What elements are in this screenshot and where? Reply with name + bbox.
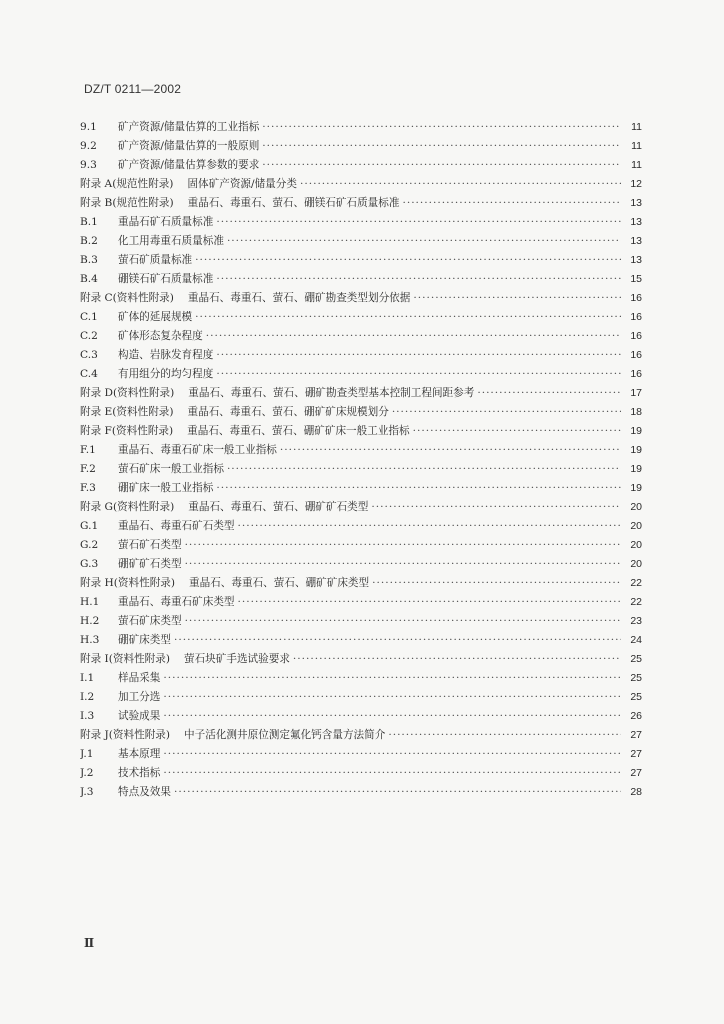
toc-appendix-entry[interactable] bbox=[80, 175, 642, 194]
toc-leader-dots bbox=[174, 783, 621, 802]
toc-entry-number: I.1 bbox=[80, 672, 95, 684]
toc-entry-number: 附录 F(资料性附录) bbox=[80, 425, 174, 437]
toc-leader-dots bbox=[163, 745, 621, 764]
toc-entry-number: C.3 bbox=[80, 349, 98, 361]
toc-entry-title: 固体矿产资源/储量分类 bbox=[187, 178, 297, 190]
toc-entry-number: 附录 J(资料性附录) bbox=[80, 729, 171, 741]
toc-entry-number: C.1 bbox=[80, 311, 98, 323]
toc-entry-number: I.3 bbox=[80, 710, 95, 722]
toc-entry-title: 矿体形态复杂程度 bbox=[118, 330, 203, 342]
toc-entry-title: 重晶石、毒重石、萤石、硼矿勘查类型划分依据 bbox=[187, 292, 411, 304]
toc-entry[interactable] bbox=[80, 232, 642, 251]
toc-entry-page: 19 bbox=[630, 425, 642, 437]
toc-entry-title: 有用组分的均匀程度 bbox=[118, 368, 214, 380]
toc-entry-title: 中子活化测井原位测定氟化钙含量方法简介 bbox=[184, 729, 386, 741]
toc-entry-page: 25 bbox=[630, 691, 642, 703]
toc-entry-title: 矿产资源/储量估算参数的要求 bbox=[118, 159, 260, 171]
toc-entry-title: 硼矿矿石类型 bbox=[118, 558, 182, 570]
toc-appendix-entry[interactable] bbox=[80, 574, 642, 593]
toc-leader-dots bbox=[300, 175, 621, 194]
toc-entry[interactable] bbox=[80, 213, 642, 232]
toc-appendix-entry[interactable] bbox=[80, 384, 642, 403]
toc-entry[interactable] bbox=[80, 593, 642, 612]
toc-leader-dots bbox=[262, 156, 621, 175]
toc-entry-title: 重晶石矿石质量标准 bbox=[118, 216, 214, 228]
toc-leader-dots bbox=[185, 612, 621, 631]
toc-entry-number: 9.3 bbox=[80, 159, 97, 171]
toc-entry-number: F.3 bbox=[80, 482, 96, 494]
toc-entry[interactable] bbox=[80, 555, 642, 574]
toc-entry-page: 16 bbox=[630, 330, 642, 342]
toc-leader-dots bbox=[163, 669, 621, 688]
toc-appendix-entry[interactable] bbox=[80, 422, 642, 441]
toc-leader-dots bbox=[216, 346, 621, 365]
toc-entry[interactable] bbox=[80, 783, 642, 802]
toc-entry-page: 17 bbox=[630, 387, 642, 399]
toc-entry[interactable] bbox=[80, 479, 642, 498]
toc-entry-page: 16 bbox=[630, 368, 642, 380]
toc-entry-title: 重晶石、毒重石、萤石、硼矿矿石类型 bbox=[188, 501, 369, 513]
toc-entry-number: F.1 bbox=[80, 444, 96, 456]
toc-entry[interactable] bbox=[80, 707, 642, 726]
toc-entry-number: B.4 bbox=[80, 273, 98, 285]
toc-entry-page: 16 bbox=[630, 349, 642, 361]
toc-entry-title: 重晶石、毒重石、萤石、硼矿勘查类型基本控制工程间距参考 bbox=[188, 387, 475, 399]
toc-entry-page: 19 bbox=[630, 482, 642, 494]
toc-entry-page: 23 bbox=[630, 615, 642, 627]
toc-entry-page: 22 bbox=[630, 596, 642, 608]
toc-entry-number: 附录 H(资料性附录) bbox=[80, 577, 176, 589]
toc-entry-number: H.2 bbox=[80, 615, 100, 627]
toc-entry-title: 特点及效果 bbox=[118, 786, 171, 798]
toc-entry-page: 27 bbox=[630, 729, 642, 741]
toc-leader-dots bbox=[477, 384, 621, 403]
toc-entry[interactable] bbox=[80, 631, 642, 650]
toc-entry-title: 重晶石、毒重石矿床类型 bbox=[118, 596, 235, 608]
toc-entry-title: 加工分选 bbox=[118, 691, 161, 703]
toc-entry-title: 重晶石、毒重石矿石类型 bbox=[118, 520, 235, 532]
toc-entry[interactable] bbox=[80, 441, 642, 460]
toc-entry-number: 附录 I(资料性附录) bbox=[80, 653, 170, 665]
toc-leader-dots bbox=[238, 517, 621, 536]
toc-leader-dots bbox=[163, 707, 621, 726]
toc-entry-page: 18 bbox=[630, 406, 642, 418]
toc-entry-page: 20 bbox=[630, 501, 642, 513]
toc-leader-dots bbox=[402, 194, 621, 213]
toc-entry-title: 硼矿床类型 bbox=[118, 634, 171, 646]
toc-leader-dots bbox=[392, 403, 621, 422]
toc-appendix-entry[interactable] bbox=[80, 498, 642, 517]
toc-entry[interactable] bbox=[80, 669, 642, 688]
toc-entry[interactable] bbox=[80, 688, 642, 707]
toc-entry-page: 19 bbox=[630, 444, 642, 456]
toc-entry-title: 硼矿床一般工业指标 bbox=[118, 482, 214, 494]
toc-entry-page: 20 bbox=[630, 520, 642, 532]
document-code: DZ/T 0211—2002 bbox=[84, 82, 182, 96]
toc-entry-title: 化工用毒重石质量标准 bbox=[118, 235, 224, 247]
toc-entry-page: 28 bbox=[630, 786, 642, 798]
toc-entry-title: 重晶石、毒重石、萤石、硼矿矿床类型 bbox=[189, 577, 370, 589]
toc-entry-number: G.3 bbox=[80, 558, 99, 570]
toc-entry-title: 矿产资源/储量估算的一般原则 bbox=[118, 140, 260, 152]
toc-entry-number: F.2 bbox=[80, 463, 96, 475]
toc-leader-dots bbox=[413, 289, 621, 308]
toc-entry[interactable] bbox=[80, 365, 642, 384]
toc-entry-title: 萤石矿床一般工业指标 bbox=[118, 463, 224, 475]
toc-entry-page: 16 bbox=[630, 311, 642, 323]
toc-entry-page: 20 bbox=[630, 539, 642, 551]
toc-entry-title: 重晶石、毒重石、萤石、硼矿矿床一般工业指标 bbox=[187, 425, 410, 437]
toc-entry-page: 27 bbox=[630, 748, 642, 760]
toc-leader-dots bbox=[262, 137, 621, 156]
toc-appendix-entry[interactable] bbox=[80, 289, 642, 308]
toc-entry-page: 12 bbox=[630, 178, 642, 190]
toc-entry[interactable] bbox=[80, 327, 642, 346]
toc-entry-page: 22 bbox=[630, 577, 642, 589]
toc-entry[interactable] bbox=[80, 536, 642, 555]
toc-entry-number: B.2 bbox=[80, 235, 98, 247]
toc-entry-title: 矿产资源/储量估算的工业指标 bbox=[118, 121, 260, 133]
toc-entry-number: J.3 bbox=[80, 786, 94, 798]
toc-entry-number: J.2 bbox=[80, 767, 94, 779]
toc-leader-dots bbox=[163, 764, 621, 783]
toc-entry-title: 样品采集 bbox=[118, 672, 161, 684]
toc-leader-dots bbox=[372, 574, 621, 593]
toc-leader-dots bbox=[293, 650, 621, 669]
toc-entry-page: 13 bbox=[630, 254, 642, 266]
toc-leader-dots bbox=[195, 308, 621, 327]
toc-entry-page: 15 bbox=[630, 273, 642, 285]
toc-entry-page: 24 bbox=[630, 634, 642, 646]
toc-entry-title: 萤石块矿手选试验要求 bbox=[183, 653, 290, 665]
toc-entry[interactable] bbox=[80, 270, 642, 289]
toc-leader-dots bbox=[388, 726, 621, 745]
toc-leader-dots bbox=[227, 460, 621, 479]
toc-appendix-entry[interactable] bbox=[80, 726, 642, 745]
toc-leader-dots bbox=[163, 688, 621, 707]
toc-entry-title: 重晶石、毒重石、萤石、硼矿矿床规模划分 bbox=[187, 406, 389, 418]
toc-entry-page: 13 bbox=[630, 216, 642, 228]
toc-leader-dots bbox=[227, 232, 621, 251]
toc-entry[interactable] bbox=[80, 137, 642, 156]
toc-entry[interactable] bbox=[80, 118, 642, 137]
toc-entry-page: 20 bbox=[630, 558, 642, 570]
toc-entry-title: 萤石矿石类型 bbox=[118, 539, 182, 551]
toc-leader-dots bbox=[216, 365, 621, 384]
toc-leader-dots bbox=[262, 118, 621, 137]
toc-entry-number: C.2 bbox=[80, 330, 98, 342]
toc-entry-title: 技术指标 bbox=[118, 767, 161, 779]
table-of-contents bbox=[80, 118, 642, 802]
toc-entry-title: 基本原理 bbox=[118, 748, 161, 760]
toc-leader-dots bbox=[238, 593, 621, 612]
toc-entry-number: 附录 A(规范性附录) bbox=[80, 178, 174, 190]
toc-leader-dots bbox=[413, 422, 621, 441]
toc-entry-number: I.2 bbox=[80, 691, 95, 703]
toc-entry-page: 16 bbox=[630, 292, 642, 304]
toc-entry-number: 附录 G(资料性附录) bbox=[80, 501, 175, 513]
toc-entry-number: 附录 B(规范性附录) bbox=[80, 197, 174, 209]
toc-entry-page: 25 bbox=[630, 653, 642, 665]
toc-entry[interactable] bbox=[80, 346, 642, 365]
toc-entry-page: 25 bbox=[630, 672, 642, 684]
toc-entry[interactable] bbox=[80, 156, 642, 175]
toc-entry-title: 重晶石、毒重石矿床一般工业指标 bbox=[118, 444, 277, 456]
toc-entry-number: G.1 bbox=[80, 520, 99, 532]
toc-entry-title: 硼镁石矿石质量标准 bbox=[118, 273, 214, 285]
toc-entry-number: H.1 bbox=[80, 596, 100, 608]
toc-entry-number: J.1 bbox=[80, 748, 94, 760]
toc-entry-title: 萤石矿质量标准 bbox=[118, 254, 193, 266]
toc-entry-number: 9.2 bbox=[80, 140, 97, 152]
toc-entry-number: G.2 bbox=[80, 539, 99, 551]
toc-entry-number: 附录 D(资料性附录) bbox=[80, 387, 175, 399]
toc-entry-page: 26 bbox=[630, 710, 642, 722]
toc-entry-page: 11 bbox=[631, 121, 642, 133]
page-number: Ⅱ bbox=[84, 936, 95, 950]
toc-appendix-entry[interactable] bbox=[80, 194, 642, 213]
toc-entry-page: 27 bbox=[630, 767, 642, 779]
toc-leader-dots bbox=[206, 327, 621, 346]
toc-leader-dots bbox=[195, 251, 621, 270]
toc-entry-number: C.4 bbox=[80, 368, 98, 380]
toc-appendix-entry[interactable] bbox=[80, 403, 642, 422]
toc-entry-number: H.3 bbox=[80, 634, 100, 646]
toc-entry-title: 试验成果 bbox=[118, 710, 161, 722]
toc-leader-dots bbox=[371, 498, 621, 517]
toc-entry-page: 19 bbox=[630, 463, 642, 475]
toc-leader-dots bbox=[216, 270, 621, 289]
toc-leader-dots bbox=[216, 213, 621, 232]
toc-entry[interactable] bbox=[80, 745, 642, 764]
toc-entry-page: 11 bbox=[631, 140, 642, 152]
toc-appendix-entry[interactable] bbox=[80, 650, 642, 669]
toc-entry[interactable] bbox=[80, 612, 642, 631]
toc-entry-number: B.1 bbox=[80, 216, 98, 228]
toc-entry-page: 13 bbox=[630, 197, 642, 209]
toc-leader-dots bbox=[280, 441, 621, 460]
toc-entry-number: 附录 E(资料性附录) bbox=[80, 406, 174, 418]
toc-leader-dots bbox=[185, 555, 621, 574]
toc-entry-title: 萤石矿床类型 bbox=[118, 615, 182, 627]
toc-entry[interactable] bbox=[80, 308, 642, 327]
toc-entry-number: 附录 C(资料性附录) bbox=[80, 292, 174, 304]
toc-entry[interactable] bbox=[80, 251, 642, 270]
toc-entry[interactable] bbox=[80, 460, 642, 479]
toc-entry-title: 矿体的延展规模 bbox=[118, 311, 193, 323]
toc-leader-dots bbox=[174, 631, 621, 650]
toc-leader-dots bbox=[185, 536, 621, 555]
toc-leader-dots bbox=[216, 479, 621, 498]
toc-entry[interactable] bbox=[80, 764, 642, 783]
toc-entry-title: 重晶石、毒重石、萤石、硼镁石矿石质量标准 bbox=[187, 197, 400, 209]
toc-entry-page: 11 bbox=[631, 159, 642, 171]
toc-entry-number: B.3 bbox=[80, 254, 98, 266]
toc-entry-page: 13 bbox=[630, 235, 642, 247]
toc-entry[interactable] bbox=[80, 517, 642, 536]
toc-entry-number: 9.1 bbox=[80, 121, 97, 133]
toc-entry-title: 构造、岩脉发育程度 bbox=[118, 349, 214, 361]
